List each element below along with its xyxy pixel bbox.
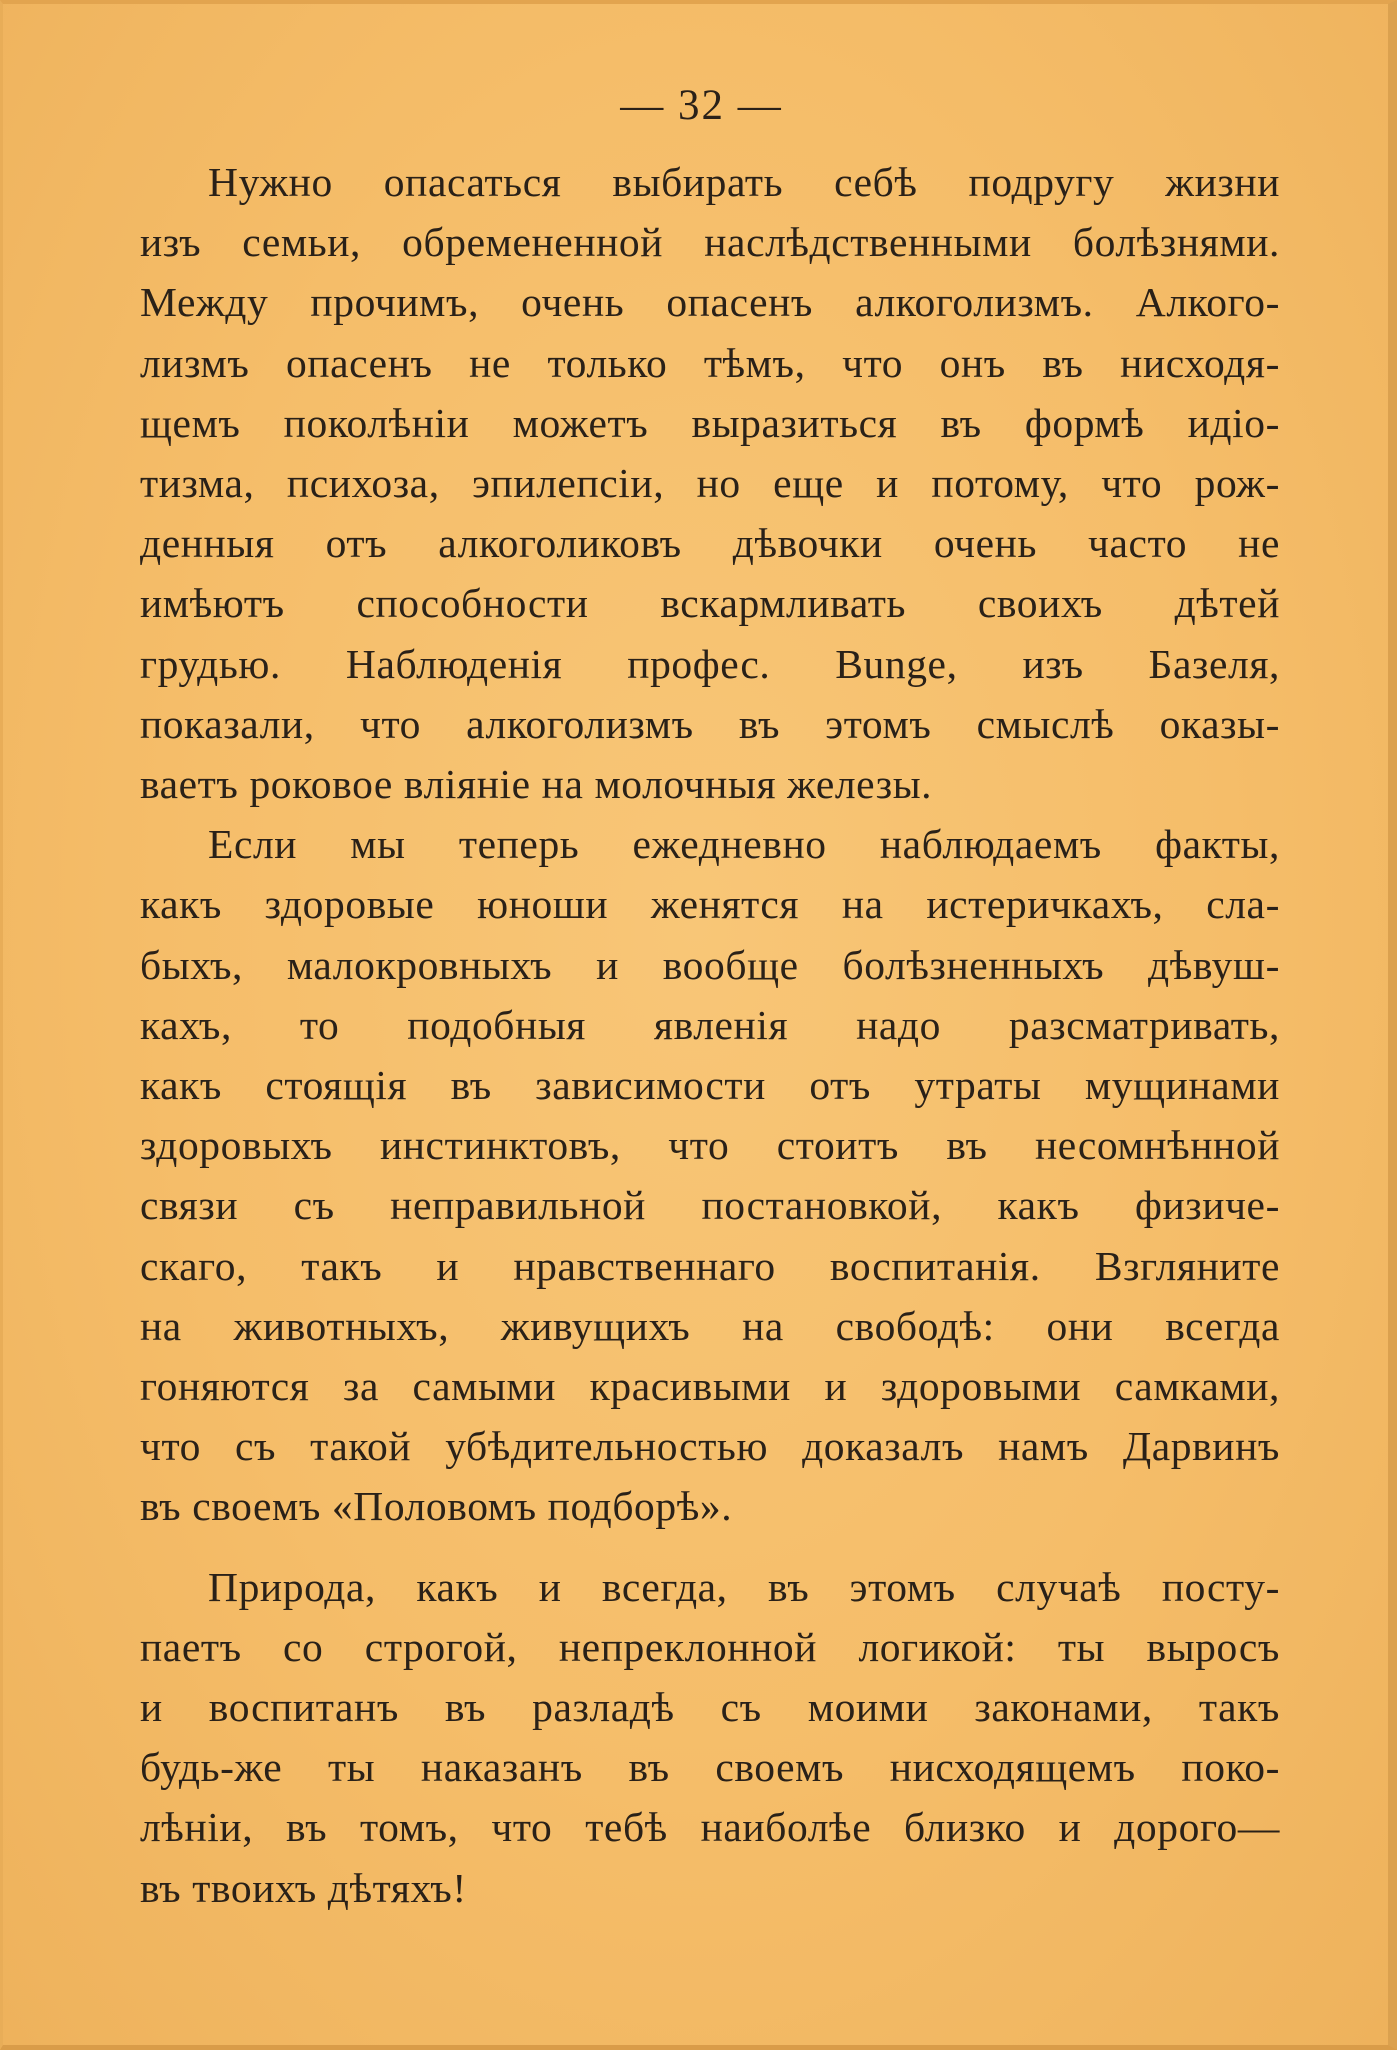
text-line: тизма, психоза, эпилепсiи, но еще и потому, что рож- (140, 460, 1280, 507)
text-line: Если мы теперь ежедневно наблюдаемъ факты, (208, 821, 1280, 868)
text-line: на животныхъ, живущихъ на свободѣ: они всегда (140, 1302, 1280, 1349)
text-line: будь-же ты наказанъ въ своемъ нисходящемъ поко- (140, 1744, 1280, 1791)
text-line: ваетъ роковое влiянiе на молочныя железы. (140, 761, 933, 808)
text-line: и воспитанъ въ разладѣ съ моими законами, такъ (140, 1684, 1280, 1731)
text-line: Между прочимъ, очень опасенъ алкоголизмъ. Алкого- (140, 279, 1280, 326)
paragraph-2 (140, 814, 1280, 1536)
page-text (140, 152, 1280, 1918)
text-line: связи съ неправильной постановкой, какъ физиче- (140, 1182, 1280, 1229)
text-line: скаго, такъ и нравственнаго воспитанiя. Взгляните (140, 1242, 1280, 1289)
text-line: какъ здоровые юноши женятся на истеричкахъ, сла- (140, 881, 1280, 928)
text-line: быхъ, малокровныхъ и вообще болѣзненныхъ дѣвуш- (140, 941, 1280, 988)
text-line: изъ семьи, обремененной наслѣдственными болѣзнями. (140, 219, 1280, 266)
paragraph-1 (140, 152, 1280, 814)
text-line: въ своемъ «Половомъ подборѣ». (140, 1483, 733, 1530)
text-line: грудью. Наблюденiя профес. Bunge, изъ Базеля, (140, 640, 1280, 687)
text-line: въ твоихъ дѣтяхъ! (140, 1864, 467, 1911)
text-line: какъ стоящiя въ зависимости отъ утраты мущинами (140, 1062, 1280, 1109)
text-line: Нужно опасаться выбирать себѣ подругу жизни (208, 159, 1280, 205)
text-line: кахъ, то подобныя явленiя надо разсматривать, (140, 1001, 1280, 1048)
text-line: показали, что алкоголизмъ въ этомъ смыслѣ оказы- (140, 700, 1280, 747)
paragraph-3 (140, 1557, 1280, 1918)
text-line: здоровыхъ инстинктовъ, что стоитъ въ несомнѣнной (140, 1122, 1280, 1169)
text-line: Природа, какъ и всегда, въ этомъ случаѣ посту- (208, 1563, 1280, 1610)
text-line: лизмъ опасенъ не только тѣмъ, что онъ въ нисходя- (140, 339, 1280, 386)
text-line: лѣнiи, въ томъ, что тебѣ наиболѣе близко и дорого— (140, 1804, 1280, 1851)
text-line: имѣютъ способности вскармливать своихъ дѣтей (140, 580, 1280, 627)
text-line: денныя отъ алкоголиковъ дѣвочки очень часто не (140, 520, 1280, 567)
text-line: что съ такой убѣдительностью доказалъ намъ Дарвинъ (140, 1423, 1280, 1470)
paragraph-spacing (140, 1537, 1280, 1557)
text-line: гоняются за самыми красивыми и здоровыми самками, (140, 1363, 1280, 1410)
text-line: щемъ поколѣнiи можетъ выразиться въ формѣ идiо- (140, 399, 1280, 446)
text-line: паетъ со строгой, непреклонной логикой: ты выросъ (140, 1623, 1280, 1670)
page-number: — 32 — (620, 82, 783, 129)
